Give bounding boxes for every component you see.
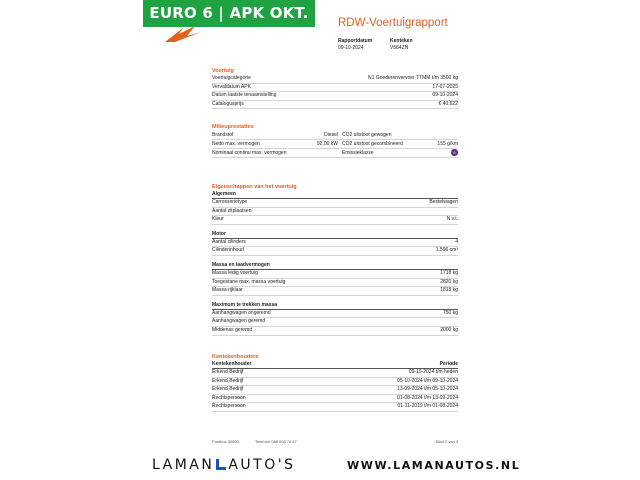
table-row: Aanhangwagen ongeremd 750 kg bbox=[212, 310, 458, 319]
table-row: Kleur N.v.t. bbox=[212, 216, 458, 225]
section-eigenschappen: Eigenschappen van het voertuig Algemeen Carrosserietype Bestelwagen Aantal zitplaatsen Kleur N.v.t. Motor Aantal cilinders 4 Cilinderinhoud 1.596 cm³ Massa en laadvermogen Massa ledig voertuig 1718 kg Toegestane max. massa voertuig 2820 kg Massa rijklaar 1818 kg Maximum te trekken massa Aanhangwagen ongeremd 750 kg Aanhangwagen geremd Middenas geremd 2000 kg bbox=[212, 184, 458, 336]
table-row: Erkend Bedrijf 09-10-2024 t/m heden bbox=[212, 369, 458, 378]
apk-banner: EURO 6 | APK OKT. 2026 bbox=[143, 0, 315, 27]
footer-postbus: Postbus 30000 bbox=[212, 439, 239, 444]
table-row: Catalogusprijs € 40.622 bbox=[212, 101, 458, 110]
table-row: Cilinderinhoud 1.596 cm³ bbox=[212, 247, 458, 256]
logo-mark-icon bbox=[216, 459, 226, 470]
table-row: Rechtspersoon 01-08-2024 t/m 13-09-2024 bbox=[212, 395, 458, 404]
footer-page: Blad 2 van 3 bbox=[436, 439, 459, 444]
laman-autos-logo: LAMAN AUTO'S bbox=[152, 457, 296, 473]
table-row: Netto max. vermogen 92,00 kW CO2 uitstoot gecombineerd 155 g/km bbox=[212, 141, 458, 147]
table-row: Nominaal continu max. vermogen Emissieklasse 6 bbox=[212, 149, 458, 158]
table-row: Massa ledig voertuig 1718 kg bbox=[212, 270, 458, 279]
table-row: Brandstof Diesel CO2 uitstoot gewogen bbox=[212, 131, 458, 140]
table-row: Erkend Bedrijf 13-09-2024 t/m 05-10-2024 bbox=[212, 386, 458, 395]
section-milieuprestaties: Milieuprestaties Brandstof Diesel CO2 uitstoot gewogen Netto max. vermogen 92,00 kW CO2 uitstoot gecombineerd 155 g/km Nominaal continu max. vermogen Emissieklasse 6 bbox=[212, 124, 458, 156]
table-row: Aanhangwagen geremd bbox=[212, 318, 458, 327]
footer-telefoon: Telefoon 088 008 74 47 bbox=[255, 439, 297, 444]
table-row: Middenas geremd 2000 kg bbox=[212, 327, 458, 336]
table-row: Rechtspersoon 01-11-2019 t/m 01-08-2024 bbox=[212, 403, 458, 412]
table-row: Voertuigcategorie N1 Goederenvervoer TTMM t/m 3500 kg bbox=[212, 75, 458, 84]
table-row: Carrosserietype Bestelwagen bbox=[212, 199, 458, 208]
table-row: Vervaldatum APK 17-07-2025 bbox=[212, 84, 458, 93]
flame-logo-icon bbox=[165, 24, 205, 44]
table-row: Massa rijklaar 1818 kg bbox=[212, 287, 458, 296]
license-plate: Kenteken V564ZN bbox=[390, 38, 413, 51]
table-row: Toegestane max. massa voertuig 2820 kg bbox=[212, 279, 458, 288]
section-voertuig: Voertuig Voertuigcategorie N1 Goederenvervoer TTMM t/m 3500 kg Vervaldatum APK 17-07-2025 Datum laatste tenaamstelling 09-10-2024 Catalogusprijs € 40.622 bbox=[212, 68, 458, 109]
table-row: Aantal cilinders 4 bbox=[212, 239, 458, 248]
table-row: Datum laatste tenaamstelling 09-10-2024 bbox=[212, 92, 458, 101]
table-row: Aantal zitplaatsen bbox=[212, 208, 458, 217]
emission-class-badge: 6 bbox=[451, 149, 458, 156]
table-row: Erkend Bedrijf 05-10-2024 t/m 09-10-2024 bbox=[212, 378, 458, 387]
section-kentekenhouders: Kentekenhouders Kentekenhouder Periode Erkend Bedrijf 09-10-2024 t/m heden Erkend Bedrijf 05-10-2024 t/m 09-10-2024 Erkend Bedrijf 13-09-2024 t/m 05-10-2024 Rechtspersoon 01-08-2024 t/m 13-09-2024 Rechtspersoon 01-11-2019 t/m 01-08-2024 bbox=[212, 354, 458, 412]
report-date: Rapportdatum 09-10-2024 bbox=[338, 38, 373, 51]
report-title: RDW-Voertuigrapport bbox=[338, 17, 448, 29]
website-url[interactable]: WWW.LAMANAUTOS.NL bbox=[347, 459, 521, 472]
